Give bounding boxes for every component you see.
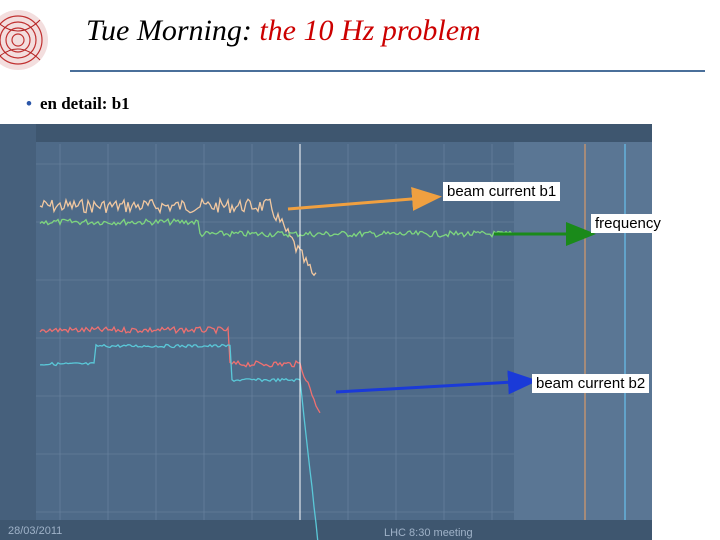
title-italic: Tue Morning: <box>86 14 252 47</box>
footer-meeting: LHC 8:30 meeting <box>384 527 473 539</box>
footer-date: 28/03/2011 <box>8 525 63 537</box>
arrow-beam-b1 <box>288 197 436 209</box>
bullet-text: en detail: b1 <box>39 94 130 113</box>
title-red: the 10 Hz problem <box>259 14 481 47</box>
bullet-dot-icon: • <box>26 94 32 113</box>
label-beam-current-b2: beam current b2 <box>532 374 649 393</box>
arrow-beam-b2 <box>336 381 532 392</box>
label-frequency: frequency <box>591 214 665 233</box>
label-beam-current-b1: beam current b1 <box>443 182 560 201</box>
